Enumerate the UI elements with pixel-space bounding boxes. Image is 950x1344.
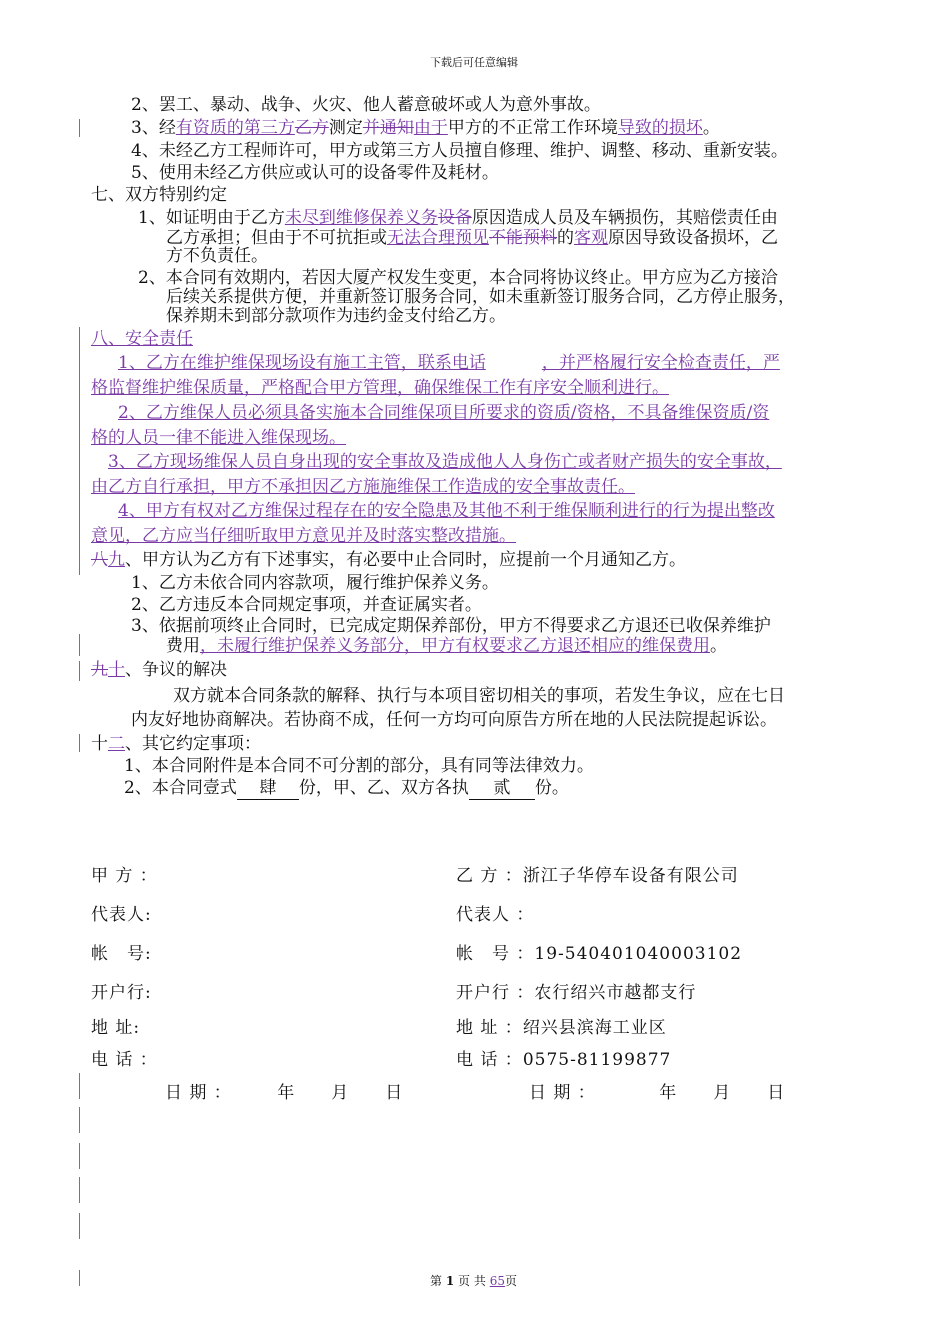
section-7-title: 七、双方特别约定: [91, 185, 227, 205]
clause-7-1-line2: 乙方承担；但由于不可抗拒或无法合理预见不能预料的客观原因导致设备损坏，乙: [166, 228, 778, 248]
clause-8-1: 1、乙方在维护维保现场设有施工主管，联系电话 ，并严格履行安全检查责任，严: [118, 353, 780, 373]
revision-bar: [79, 734, 80, 752]
party-a-account: 帐 号:: [91, 944, 152, 964]
clause-7-2-line3: 保养期未到部分款项作为违约金支付给乙方。: [166, 306, 506, 326]
party-b-account: 帐 号 ：19-540401040003102: [456, 944, 743, 964]
revision-bar: [79, 1270, 80, 1286]
party-b-label: 乙 方 ：浙江子华停车设备有限公司: [456, 866, 739, 886]
party-a-label: 甲 方 ：: [91, 866, 158, 886]
party-b-phone: 电 话 ：0575-81199877: [456, 1050, 672, 1070]
clause-8-2: 2、乙方维保人员必须具备实施本合同维保项目所要求的资质/资格，不具备维保资质/资: [118, 403, 770, 423]
clause-9-1: 1、乙方未依合同内容款项，履行维护保养义务。: [131, 573, 499, 593]
clause-11-1: 1、本合同附件是本合同不可分割的部分，具有同等法律效力。: [124, 756, 594, 776]
clause-9-3-line2: 费用，未履行维护保养义务部分，甲方有权要求乙方退还相应的维保费用。: [166, 636, 727, 656]
clause-6-3: 3、经有资质的第三方乙方测定并通知由于甲方的不正常工作环境导致的损坏。: [131, 118, 720, 138]
revision-bar: [79, 1177, 80, 1203]
clause-8-3: 3、乙方现场维保人员自身出现的安全事故及造成他人人身伤亡或者财产损失的安全事故，: [108, 452, 782, 472]
clause-9-2: 2、乙方违反本合同规定事项，并查证属实者。: [131, 595, 482, 615]
party-b-address: 地 址 ：绍兴县滨海工业区: [456, 1018, 667, 1038]
party-b-bank: 开户行 ：农行绍兴市越都支行: [456, 983, 697, 1003]
clause-6-2: 2、罢工、暴动、战争、火灾、他人蓄意破坏或人为意外事故。: [131, 95, 601, 115]
revision-bar: [79, 661, 80, 681]
page-header: 下载后可任意编辑: [430, 56, 518, 69]
clause-8-3-line2: 由乙方自行承担，甲方不承担因乙方施施维保工作造成的安全事故责任。: [91, 477, 635, 497]
clause-6-5: 5、使用未经乙方供应或认可的设备零件及耗材。: [131, 163, 499, 183]
section-11-title: 十二、其它约定事项：: [91, 734, 261, 754]
clause-7-2: 2、本合同有效期内，若因大厦产权发生变更，本合同将协议终止。甲方应为乙方接洽: [138, 268, 778, 288]
clause-8-2-line2: 格的人员一律不能进入维保现场。: [91, 428, 346, 448]
clause-7-1-line3: 方不负责任。: [166, 246, 268, 266]
section-9-title: 八九、甲方认为乙方有下述事实，有必要中止合同时，应提前一个月通知乙方。: [91, 550, 686, 570]
party-b-rep: 代表人 ：: [456, 905, 535, 925]
clause-8-4: 4、甲方有权对乙方维保过程存在的安全隐患及其他不利于维保顺利进行的行为提出整改: [118, 501, 775, 521]
revision-bar: [79, 327, 80, 575]
clause-7-1: 1、如证明由于乙方未尽到维修保养义务设备原因造成人员及车辆损伤，其赔偿责任由: [138, 208, 778, 228]
party-a-date: 日 期 ： 年 月 日: [165, 1083, 404, 1103]
party-a-bank: 开户行:: [91, 983, 152, 1003]
revision-bar: [79, 1143, 80, 1169]
page-footer: 第 1 页 共 65页: [430, 1274, 517, 1288]
party-a-rep: 代表人:: [91, 905, 152, 925]
clause-10-line2: 内友好地协商解决。若协商不成，任何一方均可向原告方所在地的人民法院提起诉讼。: [131, 710, 777, 730]
clause-8-4-line2: 意见，乙方应当仔细听取甲方意见并及时落实整改措施。: [91, 526, 516, 546]
clause-6-4: 4、未经乙方工程师许可，甲方或第三方人员擅自修理、维护、调整、移动、重新安装。: [131, 141, 788, 161]
revision-bar: [79, 119, 80, 137]
party-a-phone: 电 话 ：: [91, 1050, 158, 1070]
clause-9-3: 3、依据前项终止合同时，已完成定期保养部份，甲方不得要求乙方退还已收保养维护: [131, 616, 771, 636]
revision-bar: [79, 1213, 80, 1239]
party-a-address: 地 址:: [91, 1018, 141, 1038]
revision-bar: [79, 1107, 80, 1133]
section-8-title: 八、安全责任: [91, 329, 193, 349]
copies-each: 贰: [469, 778, 535, 800]
clause-7-2-line2: 后续关系提供方便，并重新签订服务合同，如未重新签订服务合同，乙方停止服务，: [166, 287, 795, 307]
revision-bar: [79, 1073, 80, 1099]
copies-total: 肆: [237, 778, 299, 800]
party-b-name: 浙江子华停车设备有限公司: [522, 866, 739, 886]
revision-bar: [79, 634, 80, 656]
party-b-date: 日 期 ： 年 月 日: [529, 1083, 786, 1103]
total-pages: 65: [489, 1274, 505, 1288]
section-10-title: 九十、争议的解决: [91, 660, 227, 680]
clause-10: 双方就本合同条款的解释、执行与本项目密切相关的事项，若发生争议，应在七日: [173, 686, 785, 706]
clause-11-2: 2、本合同壹式 肆 份，甲、乙、双方各执 贰 份。: [124, 778, 569, 798]
clause-8-1-line2: 格监督维护维保质量，严格配合甲方管理，确保维保工作有序安全顺利进行。: [91, 378, 669, 398]
